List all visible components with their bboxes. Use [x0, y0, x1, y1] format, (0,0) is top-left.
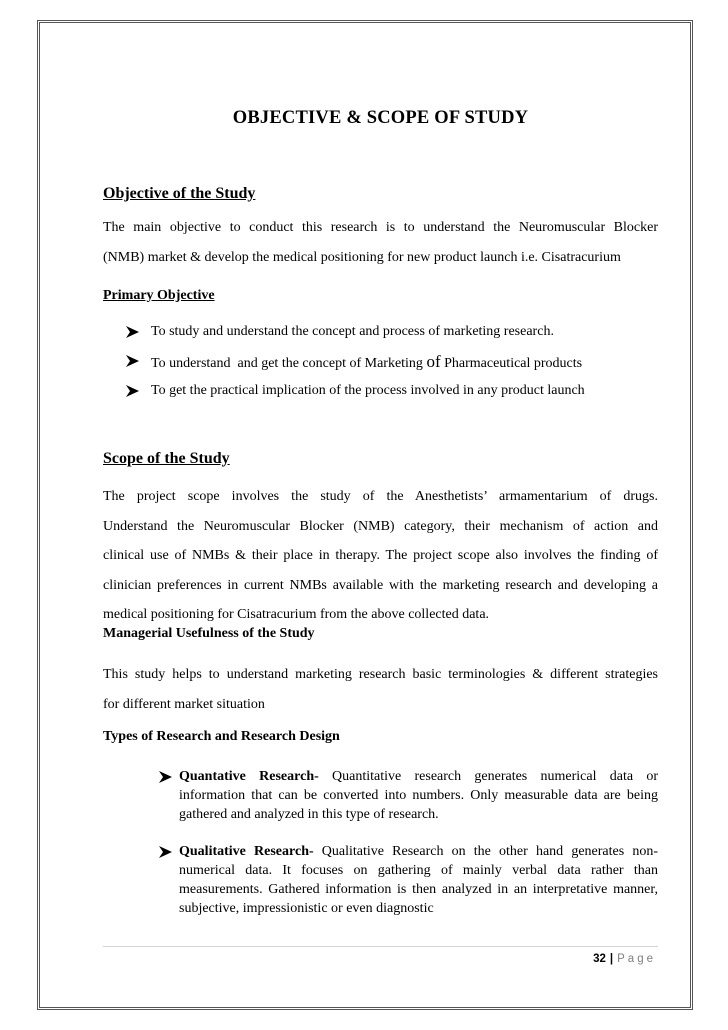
page-title: OBJECTIVE & SCOPE OF STUDY — [232, 108, 529, 128]
scope-line-4: clinician preferences in current NMBs available with the marketing research and developing a — [103, 577, 658, 593]
arrow-bullet-icon — [124, 317, 140, 347]
bullet-text: To understand and get the concept of Marketing — [151, 355, 427, 371]
type-text: Quantitative research generates numerical data or — [318, 769, 658, 784]
scope-line-1: The project scope involves the study of the Anesthetists’ armamentarium of drugs. — [103, 489, 658, 504]
scope-line-5: medical positioning for Cisatracurium from the above collected data. — [103, 607, 490, 622]
arrow-bullet-icon — [157, 767, 173, 786]
scope-heading: Scope of the Study — [103, 450, 230, 467]
research-term: Quantative Research- — [179, 769, 319, 784]
primary-objective-heading: Primary Objective — [103, 288, 215, 303]
page-footer — [103, 953, 658, 965]
list-item — [124, 347, 585, 377]
page-label: Page — [617, 953, 656, 965]
type-text: Qualitative Research on the other hand generates non- — [313, 844, 658, 859]
scope-line-2: Understand the Neuromuscular Blocker (NMB) category, their mechanism of action and — [103, 518, 658, 534]
research-term: Qualitative Research- — [179, 844, 314, 859]
type-line-3: measurements. Gathered information is then analyzed in an interpretative manner, — [179, 882, 658, 897]
type-line-3: gathered and analyzed in this type of research. — [179, 807, 439, 822]
arrow-bullet-icon — [124, 347, 140, 377]
type-line-1 — [179, 842, 658, 861]
scope-paragraph — [103, 482, 658, 630]
footer-separator: | — [609, 953, 614, 965]
research-types-list-2 — [157, 842, 658, 918]
primary-objective-list — [124, 317, 585, 406]
type-line-2: information that can be converted into numbers. Only measurable data are being — [179, 788, 658, 803]
objective-paragraph — [103, 213, 658, 272]
list-item — [157, 767, 658, 824]
objective-line-1: The main objective to conduct this research is to understand the Neuromuscular Blocker — [103, 220, 658, 235]
bullet-text: To get the practical implication of the process involved in any product launch — [151, 383, 585, 398]
page-number: 32 — [593, 953, 606, 965]
managerial-paragraph — [103, 660, 658, 719]
arrow-bullet-icon — [124, 376, 140, 406]
type-line-4: subjective, impressionistic or even diagnostic — [179, 901, 434, 916]
list-item — [157, 842, 658, 918]
list-item — [124, 317, 585, 347]
arrow-bullet-icon — [157, 842, 173, 861]
footer-divider — [103, 946, 658, 947]
bullet-text-of: of — [426, 351, 441, 371]
list-item — [124, 376, 585, 406]
type-line-2: numerical data. It focuses on gathering of mainly verbal data rather than — [179, 863, 658, 878]
types-heading: Types of Research and Research Design — [103, 729, 340, 744]
scope-line-3: clinical use of NMBs & their place in therapy. The project scope also involves the finding of — [103, 548, 658, 563]
type-line-1 — [179, 767, 658, 786]
managerial-line-1: This study helps to understand marketing research basic terminologies & different strategies — [103, 667, 658, 682]
managerial-heading: Managerial Usefulness of the Study — [103, 626, 315, 641]
managerial-line-2: for different market situation — [103, 696, 265, 712]
bullet-text: To study and understand the concept and process of marketing research. — [151, 324, 554, 339]
bullet-text-tail: Pharmaceutical products — [440, 355, 583, 371]
research-types-list — [157, 767, 658, 824]
objective-line-2: (NMB) market & develop the medical positioning for new product launch i.e. Cisatracurium — [103, 249, 621, 265]
objective-heading: Objective of the Study — [103, 185, 256, 202]
